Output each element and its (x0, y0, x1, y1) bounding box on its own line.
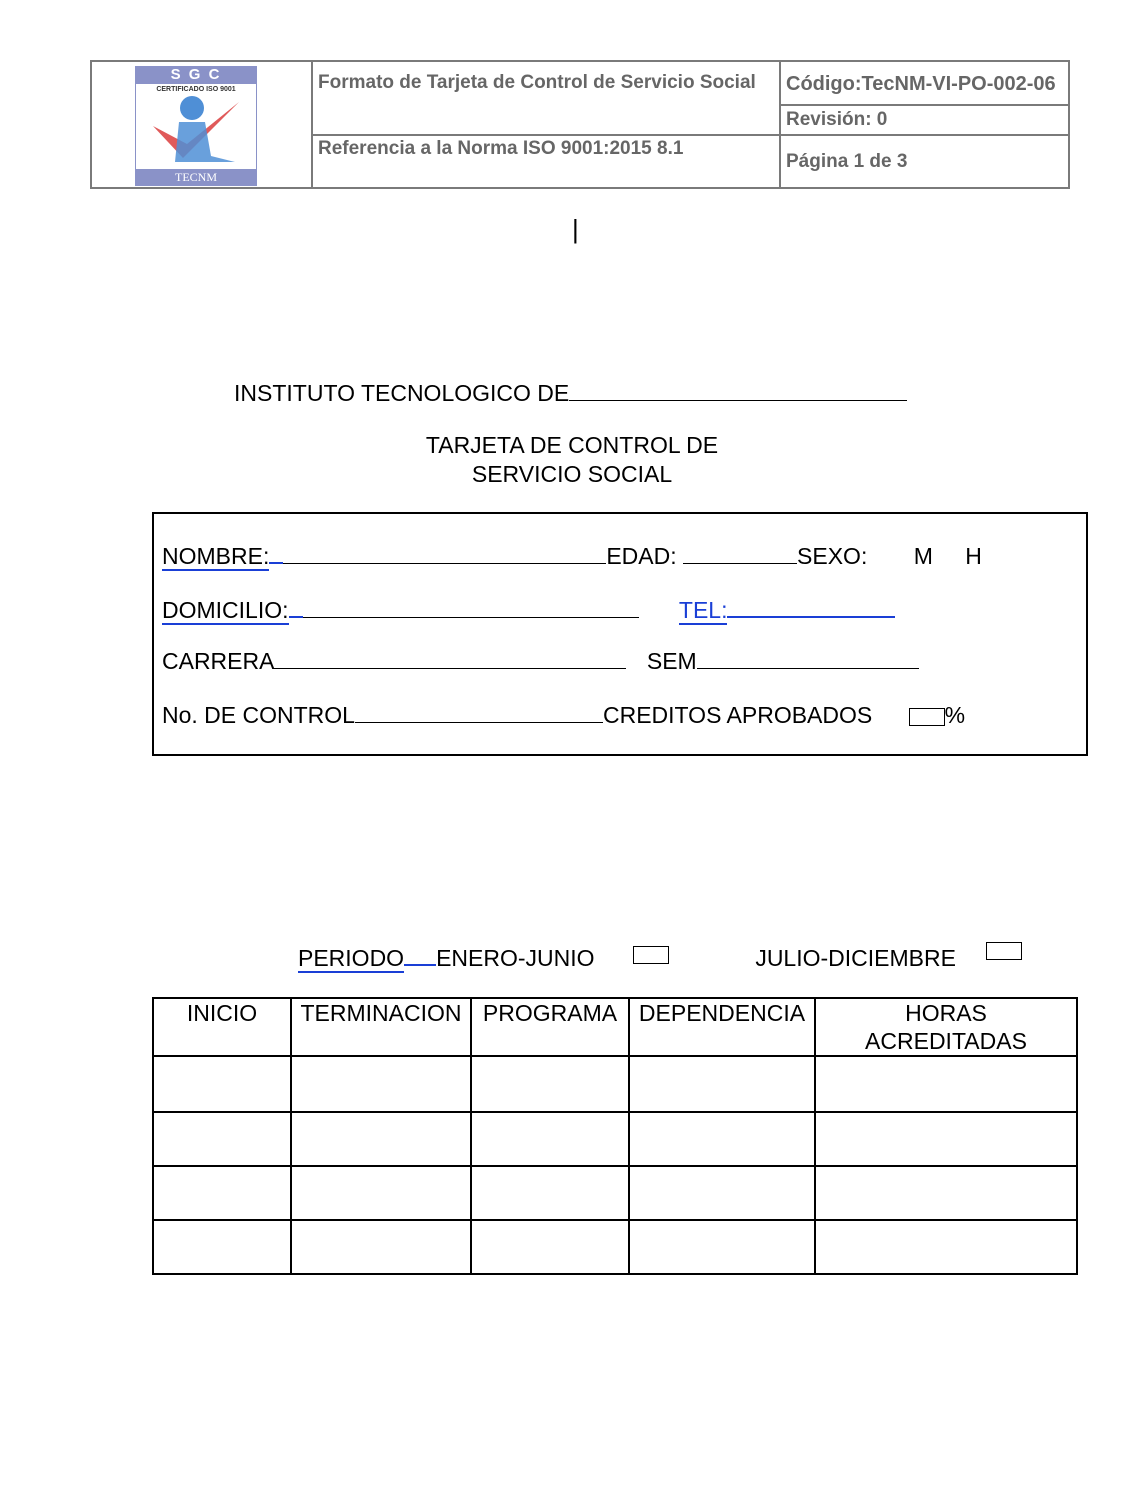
card-title-line2: SERVICIO SOCIAL (471, 461, 673, 487)
credits-box[interactable] (909, 708, 945, 726)
header-dependencia: DEPENDENCIA (629, 998, 815, 1056)
period-blank (404, 944, 436, 966)
table-cell[interactable] (291, 1220, 471, 1274)
header-terminacion: TERMINACION (291, 998, 471, 1056)
career-row (162, 648, 919, 675)
sgc-logo (135, 66, 257, 186)
table-row (153, 1166, 1077, 1220)
control-label: No. DE CONTROL (162, 702, 355, 728)
table-cell[interactable] (629, 1112, 815, 1166)
student-info-box (152, 512, 1088, 756)
header-divider (311, 62, 313, 187)
card-title-line1: TARJETA DE CONTROL DE (425, 432, 719, 458)
age-blank[interactable] (683, 543, 797, 564)
institute-line (234, 380, 907, 407)
address-row (162, 596, 895, 624)
semester-blank[interactable] (697, 648, 919, 669)
table-cell[interactable] (153, 1220, 291, 1274)
name-row (162, 542, 982, 570)
period-label: PERIODO (298, 945, 405, 971)
page-number: Página 1 de 3 (786, 151, 908, 172)
phone-label: TEL: (678, 597, 728, 623)
logo-subtitle: CERTIFICADO ISO 9001 (156, 86, 236, 93)
career-blank[interactable] (274, 648, 626, 669)
table-cell[interactable] (471, 1056, 629, 1112)
document-header (90, 60, 1070, 189)
control-blank[interactable] (355, 702, 603, 723)
age-label: EDAD: (606, 543, 677, 569)
sex-m[interactable]: M (913, 543, 933, 569)
header-divider (311, 134, 780, 136)
address-label: DOMICILIO: (162, 597, 289, 623)
jan-jun-checkbox[interactable] (633, 946, 669, 964)
period-row (298, 944, 1022, 972)
revision: Revisión: 0 (786, 109, 888, 130)
table-header-row (153, 998, 1077, 1056)
name-blank-start (269, 542, 283, 564)
institute-label: INSTITUTO TECNOLOGICO DE (234, 380, 570, 406)
header-divider (779, 104, 1069, 106)
sex-label: SEXO: (797, 543, 868, 569)
format-title: Formato de Tarjeta de Control de Servicio Social (318, 72, 756, 93)
percent-sign: % (944, 702, 966, 728)
career-label: CARRERA (162, 648, 275, 674)
text-cursor: | (572, 214, 579, 244)
service-hours-table (152, 997, 1078, 1275)
control-row (162, 702, 965, 729)
logo-top-text: S G C (170, 66, 222, 83)
table-cell[interactable] (153, 1166, 291, 1220)
table-cell[interactable] (291, 1056, 471, 1112)
table-cell[interactable] (291, 1112, 471, 1166)
table-row (153, 1112, 1077, 1166)
table-cell[interactable] (815, 1056, 1077, 1112)
norm-reference: Referencia a la Norma ISO 9001:2015 8.1 (318, 138, 684, 159)
table-row (153, 1220, 1077, 1274)
phone-blank[interactable] (727, 596, 895, 618)
semester-label: SEM (646, 648, 697, 674)
name-label: NOMBRE: (162, 543, 270, 569)
period-option-jan-jun: ENERO-JUNIO (436, 945, 595, 971)
institute-blank[interactable] (569, 380, 907, 401)
address-blank-start (289, 596, 303, 618)
table-cell[interactable] (471, 1166, 629, 1220)
table-cell[interactable] (471, 1220, 629, 1274)
table-cell[interactable] (153, 1112, 291, 1166)
table-row (153, 1056, 1077, 1112)
table-cell[interactable] (471, 1112, 629, 1166)
table-cell[interactable] (291, 1166, 471, 1220)
header-divider (779, 62, 781, 187)
header-divider (779, 134, 1069, 136)
address-blank[interactable] (303, 597, 639, 618)
credits-label: CREDITOS APROBADOS (602, 702, 873, 728)
table-cell[interactable] (629, 1220, 815, 1274)
jul-dec-checkbox[interactable] (986, 942, 1022, 960)
table-cell[interactable] (815, 1112, 1077, 1166)
logo-bottom-text: TECNM (175, 170, 217, 184)
header-horas-acreditadas: HORAS ACREDITADAS (815, 998, 1077, 1056)
header-inicio: INICIO (153, 998, 291, 1056)
document-code: Código:TecNM-VI-PO-002-06 (786, 73, 1056, 95)
table-cell[interactable] (629, 1166, 815, 1220)
sex-h[interactable]: H (965, 543, 982, 569)
period-option-jul-dec: JULIO-DICIEMBRE (755, 945, 956, 971)
header-programa: PROGRAMA (471, 998, 629, 1056)
sgc-logo-icon (135, 66, 257, 186)
table-cell[interactable] (815, 1166, 1077, 1220)
table-cell[interactable] (629, 1056, 815, 1112)
table-cell[interactable] (815, 1220, 1077, 1274)
name-blank[interactable] (283, 543, 606, 564)
table-cell[interactable] (153, 1056, 291, 1112)
